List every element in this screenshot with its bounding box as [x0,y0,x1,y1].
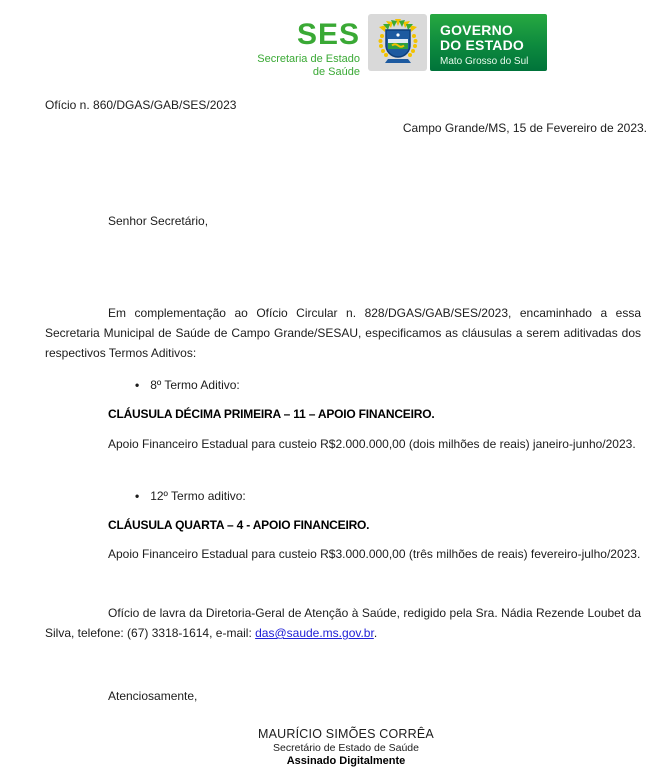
clause-heading: CLÁUSULA DÉCIMA PRIMEIRA – 11 – APOIO FINANCEIRO. [108,407,435,421]
salutation: Senhor Secretário, [108,214,209,228]
contact-text-before: Ofício de lavra da Diretoria-Geral de Atenção à Saúde, redigido pela Sra. Nádia Rezende Loubet da Silva, telefone: (67) 3318-1614, e-mail: [45,606,641,640]
clause-detail: Apoio Financeiro Estadual para custeio R$3.000.000,00 (três milhões de reais) fevereiro-julho/2023. [108,547,641,561]
governo-do-estado-logo [430,14,547,71]
bullet-text: 8º Termo Aditivo: [150,378,240,392]
dateline: Campo Grande/MS, 15 de Fevereiro de 2023. [402,121,647,135]
gov-title-line2: DO ESTADO [440,37,524,53]
ses-logo [254,14,360,79]
closing: Atenciosamente, [108,689,198,703]
gov-title-line1: GOVERNO [440,22,513,38]
ses-acronym: SES [296,18,360,51]
email-link[interactable]: das@saude.ms.gov.br [255,626,374,640]
list-item [135,375,240,395]
ms-coat-of-arms-icon [375,18,421,68]
bullet-icon [135,489,150,503]
ses-subtitle [254,53,360,79]
letterhead [254,14,547,79]
list-item [135,486,246,506]
gov-subtitle: Mato Grosso do Sul [440,56,529,67]
ms-coat-of-arms-badge [368,14,427,71]
contact-text-after: . [373,626,378,640]
bullet-text: 12º Termo aditivo: [150,489,246,503]
intro-paragraph: Em complementação ao Ofício Circular n. 828/DGAS/GAB/SES/2023, encaminhado a essa Secretaria Municipal de Saúde de Campo Grande/SESAU, especificamos as cláusulas a serem aditivadas dos respectivos Termos Aditivos: [45,306,641,360]
oficio-reference: Ofício n. 860/DGAS/GAB/SES/2023 [45,98,237,112]
ses-subtitle-line2: de Saúde [312,66,360,78]
bullet-icon [135,378,150,392]
contact-paragraph [45,603,641,643]
signer-role: Secretário de Estado de Saúde [273,742,419,754]
signature-block [45,726,647,768]
signer-name: MAURÍCIO SIMÕES CORRÊA [258,727,434,741]
clause-heading: CLÁUSULA QUARTA – 4 - APOIO FINANCEIRO. [108,518,370,532]
ses-subtitle-line1: Secretaria de Estado [257,53,360,65]
digital-signature-stamp: Assinado Digitalmente [286,755,406,767]
clause-detail: Apoio Financeiro Estadual para custeio R$2.000.000,00 (dois milhões de reais) janeiro-junho/2023. [108,437,636,451]
